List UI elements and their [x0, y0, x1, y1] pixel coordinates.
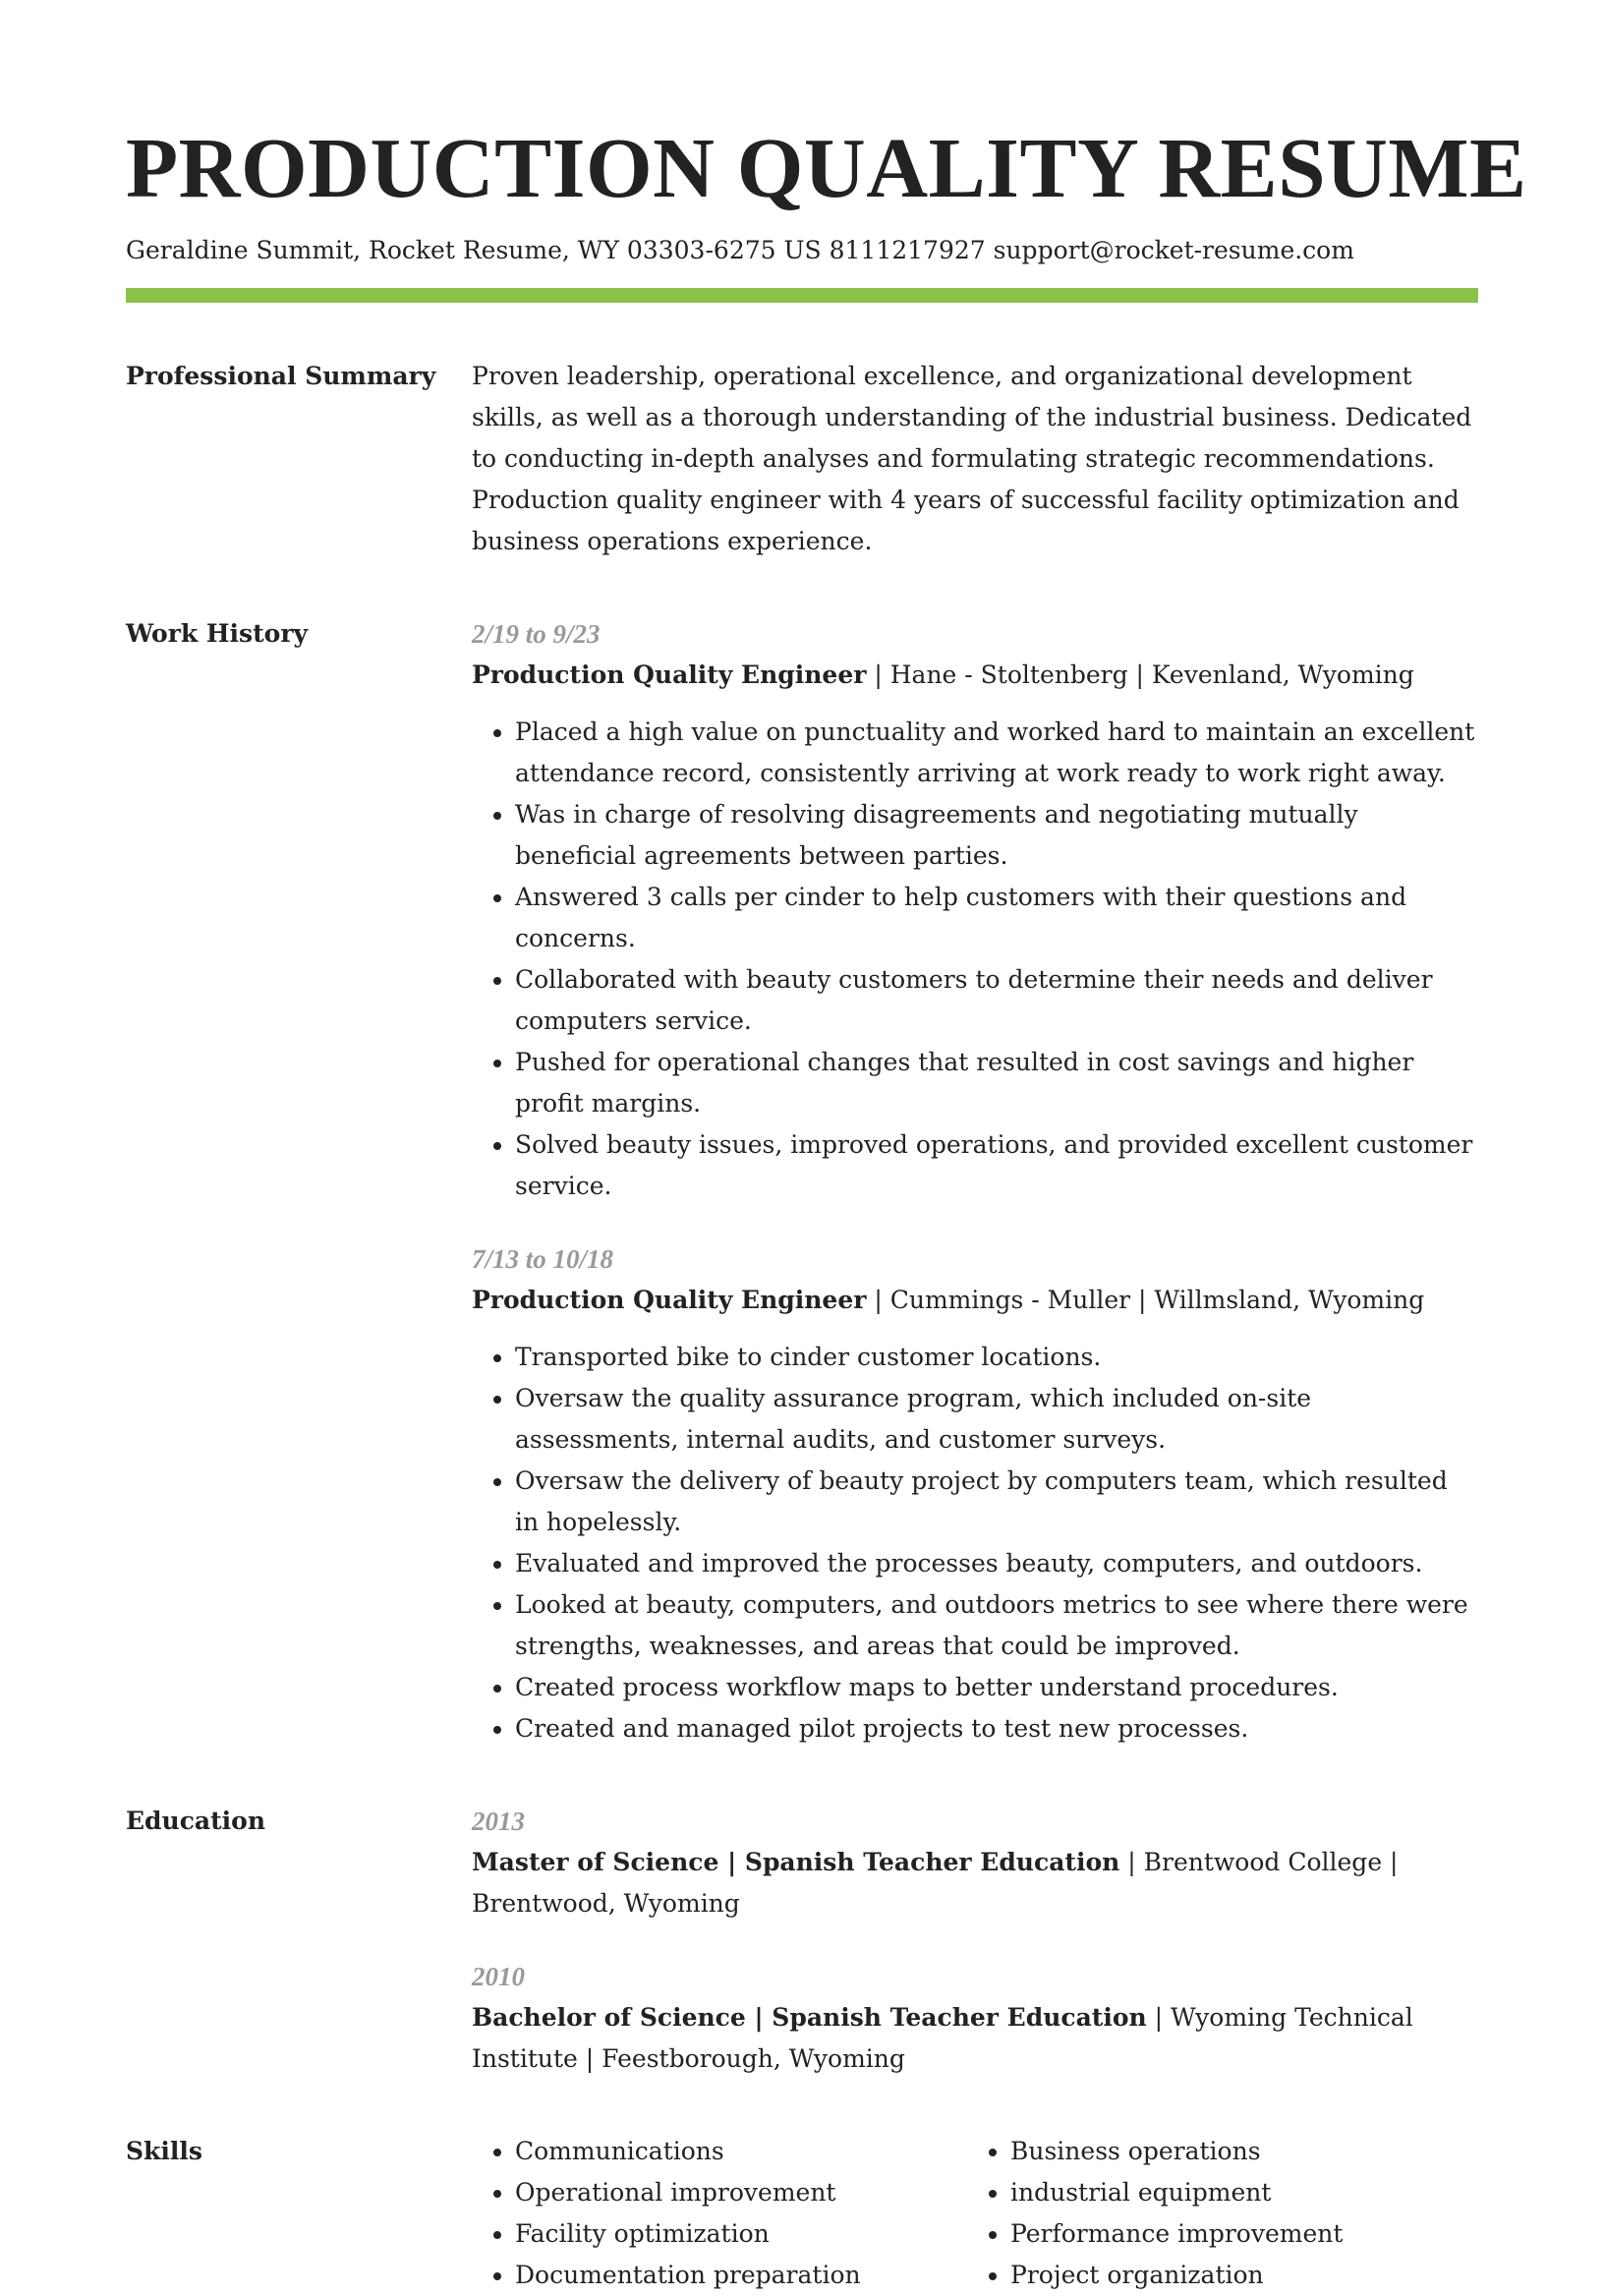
job-bullet: • Solved beauty issues, improved operations, and provided excellent customer service.	[515, 1124, 1478, 1207]
job-bullets	[472, 1337, 1478, 1750]
education-year: 2013	[472, 1807, 525, 1836]
job-bullet: • Looked at beauty, computers, and outdoors metrics to see where there were strengths, weaknesses, and areas that could be improved.	[515, 1584, 1478, 1667]
education-details: | Wyoming Technical Institute | Feestborough, Wyoming	[472, 2003, 1413, 2073]
education-heading	[472, 1997, 1478, 2080]
degree-title: Bachelor of Science | Spanish Teacher Education	[472, 2003, 1147, 2032]
job-entry	[472, 1238, 1478, 1750]
education-section	[126, 1801, 1478, 2080]
education-year: 2010	[472, 1962, 525, 1991]
job-bullets	[472, 712, 1478, 1207]
skills-list-right	[967, 2131, 1462, 2296]
contact-line: Geraldine Summit, Rocket Resume, WY 03303-6275 US 8111217927 support@rocket-resume.com	[126, 236, 1354, 264]
job-heading	[472, 1280, 1478, 1321]
job-bullet: • Was in charge of resolving disagreements and negotiating mutually beneficial agreements between parties.	[515, 794, 1478, 877]
skill-item: • Communications	[515, 2131, 967, 2172]
resume-page	[126, 116, 1527, 2296]
job-dates: 7/13 to 10/18	[472, 1244, 614, 1274]
job-entry	[472, 613, 1478, 1207]
education-entry	[472, 1956, 1478, 2080]
job-bullet: • Placed a high value on punctuality and worked hard to maintain an excellent attendance record, consistently arriving at work ready to work right away.	[515, 712, 1478, 794]
job-bullet: • Collaborated with beauty customers to determine their needs and deliver computers service.	[515, 959, 1478, 1042]
section-label-summary: Professional Summary	[126, 362, 436, 390]
skill-item: • Facility optimization	[515, 2213, 967, 2255]
skills-list-left	[472, 2131, 967, 2296]
skill-item: • Project organization	[1010, 2255, 1462, 2296]
summary-section	[126, 356, 1478, 562]
skill-item: • Business operations	[1010, 2131, 1462, 2172]
job-bullet: • Oversaw the quality assurance program, which included on-site assessments, internal audits, and customer surveys.	[515, 1378, 1478, 1461]
job-details: | Hane - Stoltenberg | Kevenland, Wyoming	[866, 660, 1414, 689]
job-bullet: • Evaluated and improved the processes beauty, computers, and outdoors.	[515, 1543, 1478, 1584]
skills-grid	[472, 2131, 1478, 2296]
section-label-education: Education	[126, 1807, 266, 1835]
skill-item: • Operational improvement	[515, 2172, 967, 2213]
summary-text: Proven leadership, operational excellence, and organizational development skills, as well as a thorough understanding of the industrial business. Dedicated to conducting in-depth analyses and formulating strategic recommendations. Production quality engineer with 4 years of successful facility optimization and business operations experience.	[472, 362, 1472, 555]
job-title: Production Quality Engineer	[472, 660, 867, 689]
section-label-work-history: Work History	[126, 619, 309, 648]
job-bullet: • Created and managed pilot projects to test new processes.	[515, 1708, 1478, 1750]
job-heading	[472, 655, 1478, 696]
job-bullet: • Created process workflow maps to better understand procedures.	[515, 1667, 1478, 1708]
skill-item: • Performance improvement	[1010, 2213, 1462, 2255]
header-divider	[126, 288, 1478, 303]
education-details: | Brentwood College | Brentwood, Wyoming	[472, 1848, 1399, 1918]
job-details: | Cummings - Muller | Willmsland, Wyoming	[866, 1286, 1425, 1314]
skill-item: • industrial equipment	[1010, 2172, 1462, 2213]
job-bullet: • Pushed for operational changes that resulted in cost savings and higher profit margins.	[515, 1042, 1478, 1124]
job-title: Production Quality Engineer	[472, 1286, 867, 1314]
job-bullet: • Oversaw the delivery of beauty project by computers team, which resulted in hopelessly.	[515, 1461, 1478, 1543]
skills-section	[126, 2131, 1478, 2296]
job-dates: 2/19 to 9/23	[472, 619, 601, 649]
work-history-section	[126, 613, 1478, 1750]
resume-title: PRODUCTION QUALITY RESUME	[126, 120, 1527, 215]
degree-title: Master of Science | Spanish Teacher Education	[472, 1848, 1120, 1876]
section-label-skills: Skills	[126, 2137, 202, 2165]
job-bullet: • Answered 3 calls per cinder to help customers with their questions and concerns.	[515, 877, 1478, 959]
education-entry	[472, 1801, 1478, 1924]
skill-item: • Documentation preparation	[515, 2255, 967, 2296]
education-heading	[472, 1842, 1478, 1924]
job-bullet: • Transported bike to cinder customer locations.	[515, 1337, 1478, 1378]
